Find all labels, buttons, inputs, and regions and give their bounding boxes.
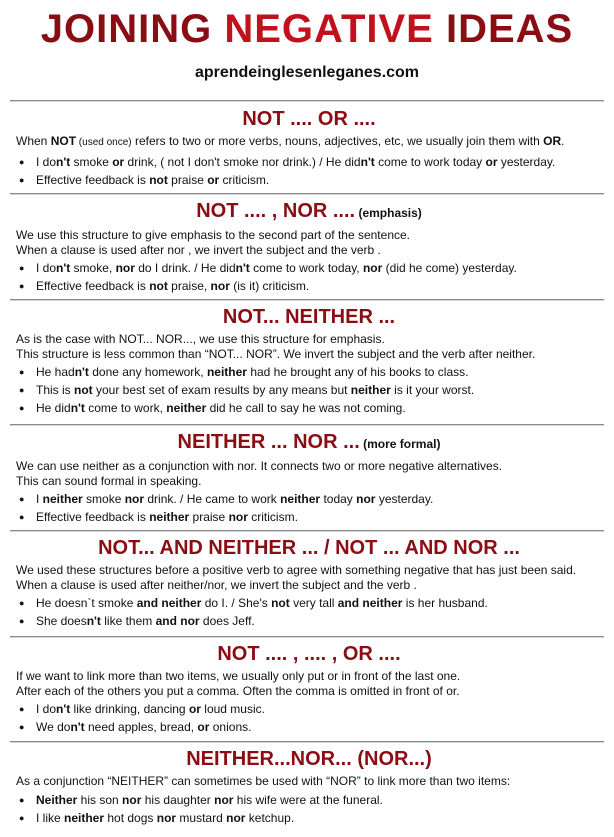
- text-run: your best set of exam results by any means but: [92, 383, 351, 397]
- example-item: [16, 155, 602, 169]
- text-run: had he brought any of his books to class.: [246, 365, 469, 379]
- text-run: mustard: [176, 810, 227, 825]
- text-run: I do: [36, 261, 57, 275]
- section-neither-nor: [16, 430, 602, 528]
- example-item: [16, 811, 602, 825]
- text-run: done any homework,: [88, 365, 207, 379]
- bold-text: nor: [122, 792, 142, 807]
- text-run: praise,: [167, 279, 211, 293]
- text-run: hot dogs: [104, 810, 157, 825]
- bold-text: neither: [42, 492, 83, 506]
- title-part-ideas: IDEAS: [433, 7, 574, 51]
- text-run: smoke: [82, 492, 125, 506]
- page-title: [0, 6, 614, 52]
- section-heading-note: (more formal): [359, 437, 441, 451]
- bold-text: nor: [228, 510, 248, 524]
- example-list: [16, 261, 602, 293]
- bold-text: nor: [210, 279, 230, 293]
- section-divider: [10, 424, 604, 425]
- text-run: yesterday.: [375, 492, 434, 506]
- bold-text: and nor: [155, 614, 200, 628]
- text-run: his daughter: [141, 792, 215, 807]
- section-description: [16, 134, 602, 151]
- section-heading-text: NOT .... OR ....: [242, 108, 376, 130]
- text-run: We do: [36, 720, 71, 734]
- bold-text: neither: [350, 383, 391, 397]
- text-run: onions.: [209, 720, 252, 734]
- bold-text: or: [207, 172, 220, 187]
- text-run: do I. / She's: [201, 596, 272, 610]
- section-divider: [10, 100, 604, 101]
- text-run: He doesn`t smoke: [36, 596, 137, 610]
- text-run: very tall: [289, 596, 338, 610]
- text-run: is it your worst.: [390, 383, 475, 397]
- bold-text: not: [149, 172, 168, 187]
- section-divider: [10, 193, 604, 194]
- bold-text: Neither: [36, 792, 78, 807]
- section-heading: [16, 642, 602, 666]
- text-run: is her husband.: [402, 596, 488, 610]
- text-run: Effective feedback is: [36, 279, 150, 293]
- bold-text: neither: [166, 401, 207, 415]
- text-run: his son: [77, 792, 123, 807]
- text-run: his wife were at the funeral.: [233, 792, 383, 807]
- section-not-nor-emphasis: [16, 199, 602, 297]
- text-run: did he call to say he was not coming.: [206, 401, 406, 415]
- bold-text: or: [112, 154, 125, 169]
- text-run: ketchup.: [245, 810, 295, 825]
- text-run: (is it) criticism.: [229, 279, 310, 293]
- example-item: [16, 510, 602, 524]
- example-list: [16, 702, 602, 734]
- bold-text: nor: [156, 810, 177, 825]
- text-run: Effective feedback is: [36, 172, 150, 187]
- text-run: We can use neither as a conjunction with nor. It connects two or more negative alternatives.: [16, 459, 503, 473]
- bold-text: not: [74, 383, 93, 397]
- text-run: He did: [36, 401, 71, 415]
- section-description: [16, 669, 602, 698]
- text-run: smoke,: [70, 261, 116, 275]
- bold-text: n't: [56, 702, 71, 716]
- text-run: drink. / He came to work: [144, 492, 281, 506]
- text-run: refers to two or more verbs, nouns, adjectives, etc, we usually join them with: [131, 134, 544, 148]
- section-divider: [10, 636, 604, 637]
- text-run: This is: [36, 383, 75, 397]
- text-run: come to work today: [374, 154, 486, 169]
- example-item: [16, 383, 602, 397]
- example-list: [16, 155, 602, 187]
- text-run: (used once): [76, 137, 132, 148]
- section-divider: [10, 530, 604, 531]
- text-run: praise: [189, 510, 229, 524]
- section-heading-text: NEITHER ... NOR ...: [177, 431, 360, 453]
- section-heading: [16, 107, 602, 131]
- website-url: aprendeinglesenleganes.com: [194, 64, 420, 81]
- section-heading-text: NEITHER...NOR... (NOR...): [186, 748, 432, 770]
- section-description: [16, 228, 602, 257]
- text-run: .: [561, 134, 565, 148]
- text-run: When: [16, 134, 51, 148]
- section-description: [16, 459, 602, 488]
- bold-text: n't: [360, 154, 375, 169]
- section-heading-note: (emphasis): [355, 206, 422, 220]
- bold-text: n't: [70, 401, 85, 415]
- bold-text: n't: [74, 365, 89, 379]
- bold-text: not: [149, 279, 168, 293]
- text-run: do I drink. / He did: [134, 261, 236, 275]
- text-run: I do: [36, 702, 57, 716]
- text-run: I do: [36, 154, 57, 169]
- text-run: come to work,: [84, 401, 167, 415]
- text-run: As is the case with NOT... NOR..., we use this structure for emphasis.: [16, 332, 385, 346]
- bold-text: NOT: [50, 134, 77, 148]
- text-run: like drinking, dancing: [70, 702, 189, 716]
- text-run: praise: [167, 172, 208, 187]
- section-heading: [16, 747, 602, 771]
- section-description: [16, 774, 602, 789]
- text-run: (did he come) yesterday.: [382, 261, 517, 275]
- text-run: After each of the others you put a comma. Often the comma is omitted in front of or.: [16, 683, 460, 698]
- text-run: I like: [36, 810, 65, 825]
- text-run: This structure is less common than “NOT... NOR”. We invert the subject and the verb after neither.: [16, 346, 536, 361]
- text-run: criticism.: [247, 510, 298, 524]
- title-part-negative: NEGATIVE: [224, 7, 434, 51]
- section-divider: [10, 299, 604, 300]
- bold-text: neither: [206, 365, 247, 379]
- text-run: does Jeff.: [199, 614, 255, 628]
- example-list: [16, 365, 602, 415]
- section-heading-text: NOT .... , NOR ....: [196, 200, 356, 222]
- bold-text: nor: [226, 810, 246, 825]
- bold-text: nor: [214, 792, 234, 807]
- bold-text: or: [485, 154, 498, 169]
- section-not-comma-or: [16, 642, 602, 738]
- text-run: Effective feedback is: [36, 510, 150, 524]
- section-not-neither: [16, 305, 602, 419]
- text-run: She does: [36, 614, 87, 628]
- example-item: [16, 261, 602, 275]
- example-item: [16, 720, 602, 734]
- example-item: [16, 492, 602, 506]
- text-run: When a clause is used after nor , we invert the subject and the verb .: [16, 242, 381, 257]
- text-run: We use this structure to give emphasis to the second part of the sentence.: [16, 228, 410, 242]
- example-item: [16, 173, 602, 187]
- bold-text: n't: [56, 154, 71, 169]
- example-list: [16, 492, 602, 524]
- section-heading-text: NOT... AND NEITHER ... / NOT ... AND NOR ...: [98, 537, 520, 559]
- bold-text: or: [188, 702, 201, 716]
- section-not-and-neither: [16, 536, 602, 632]
- bold-text: n't: [235, 261, 250, 275]
- section-description: [16, 332, 602, 361]
- example-item: [16, 702, 602, 716]
- section-heading: [16, 430, 602, 456]
- bold-text: nor: [124, 492, 145, 506]
- section-heading: [16, 536, 602, 560]
- text-run: need apples, bread,: [84, 720, 198, 734]
- text-run: today: [320, 492, 357, 506]
- example-item: [16, 596, 602, 610]
- bold-text: n't: [56, 261, 71, 275]
- bold-text: neither: [149, 510, 190, 524]
- section-not-or: [16, 107, 602, 191]
- bold-text: n't: [86, 614, 101, 628]
- title-part-joining: JOINING: [40, 7, 225, 51]
- example-list: [16, 596, 602, 628]
- example-item: [16, 365, 602, 379]
- bold-text: nor: [362, 261, 383, 275]
- text-run: smoke: [70, 154, 113, 169]
- bold-text: nor: [356, 492, 376, 506]
- example-item: [16, 279, 602, 293]
- section-neither-nor-nor: [16, 747, 602, 829]
- section-description: [16, 563, 602, 592]
- text-run: As a conjunction “NEITHER” can sometimes be used with “NOR” to link more than two items:: [16, 774, 511, 788]
- example-list: [16, 793, 602, 825]
- text-run: come to work today,: [249, 261, 363, 275]
- example-item: [16, 401, 602, 415]
- text-run: We used these structures before a positive verb to agree with something negative that has just been said. When a clause is used after neither/nor, we invert the subject and the verb .: [16, 563, 577, 592]
- bold-text: and neither: [136, 596, 202, 610]
- text-run: criticism.: [219, 172, 270, 187]
- example-item: [16, 614, 602, 628]
- text-run: I: [36, 492, 43, 506]
- text-run: like them: [100, 614, 156, 628]
- text-run: drink, ( not I don't smoke nor drink.) / He did: [124, 154, 361, 169]
- bold-text: not: [271, 596, 290, 610]
- text-run: yesterday.: [497, 154, 556, 169]
- text-run: This can sound formal in speaking.: [16, 473, 202, 488]
- bold-text: or: [197, 720, 210, 734]
- bold-text: n't: [70, 720, 85, 734]
- example-item: [16, 793, 602, 807]
- bold-text: and neither: [337, 596, 403, 610]
- section-heading-text: NOT .... , .... , OR ....: [217, 643, 401, 665]
- bold-text: neither: [280, 492, 321, 506]
- text-run: He had: [36, 365, 75, 379]
- section-heading-text: NOT... NEITHER ...: [222, 306, 396, 328]
- text-run: If we want to link more than two items, we usually only put or in front of the last one.: [16, 669, 461, 683]
- section-divider: [10, 741, 604, 742]
- section-heading: [16, 305, 602, 329]
- bold-text: nor: [115, 261, 135, 275]
- section-heading: [16, 199, 602, 225]
- bold-text: neither: [64, 810, 105, 825]
- text-run: loud music.: [200, 702, 265, 716]
- bold-text: OR: [543, 134, 562, 148]
